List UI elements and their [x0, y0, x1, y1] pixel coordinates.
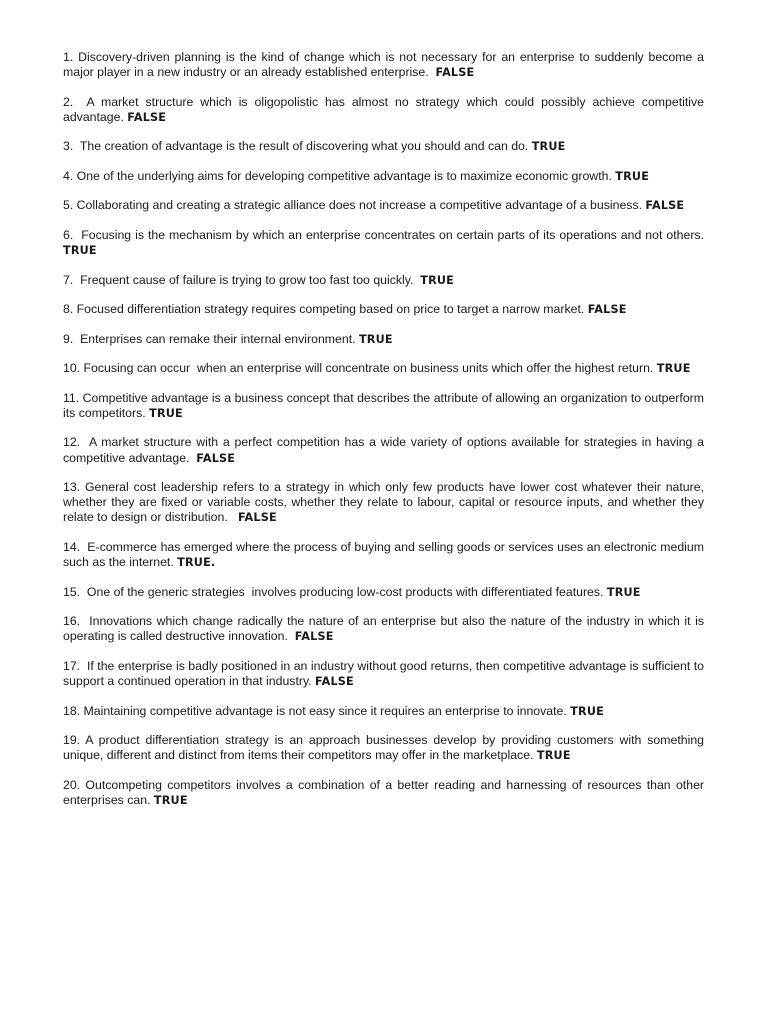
question-item [63, 302, 704, 317]
question-item [63, 227, 708, 258]
question-text: 9. Enterprises can remake their internal environment. [63, 331, 359, 346]
question-text: 7. Frequent cause of failure is trying to grow too fast too quickly. [63, 272, 421, 287]
question-item [63, 139, 704, 154]
question-item [63, 273, 704, 288]
document-body [63, 50, 708, 822]
question-text: 12. A market structure with a perfect competition has a wide variety of options available for strategies in having a competitive advantage. [63, 435, 708, 465]
question-text: 13. General cost leadership refers to a strategy in which only few products have lower cost whatever their nature, whether they are fixed or variable costs, whether they relate to labour, capital or resource inputs, and whether they relate to design or distribution. [63, 480, 708, 525]
question-item [63, 480, 708, 526]
answer-label: FALSE [645, 199, 685, 213]
question-text: 10. Focusing can occur when an enterprise will concentrate on business units which offer the highest return. [63, 361, 657, 376]
question-text: 14. E-commerce has emerged where the process of buying and selling goods or services uses an electronic medium such as the internet. [63, 539, 708, 570]
question-text: 2. A market structure which is oligopolistic has almost no strategy which could possibly achieve competitive advantage. [63, 94, 708, 124]
question-item [63, 733, 708, 763]
question-item [63, 777, 708, 808]
question-item [63, 585, 704, 600]
question-text: 5. Collaborating and creating a strategic alliance does not increase a competitive advantage of a business. [63, 198, 646, 213]
question-item [63, 50, 708, 80]
question-text: 15. One of the generic strategies involves producing low-cost products with differentiated features. [63, 584, 607, 599]
answer-label: TRUE [570, 704, 604, 718]
question-item [63, 704, 704, 719]
question-text: 8. Focused differentiation strategy requires competing based on price to target a narrow market. [63, 302, 588, 317]
answer-label: FALSE [127, 110, 167, 124]
question-text: 16. Innovations which change radically the nature of an enterprise but also the nature of the industry in which it is operating is called destructive innovation. [63, 614, 708, 644]
answer-label: TRUE. [177, 556, 216, 570]
question-item [63, 435, 708, 465]
answer-label: FALSE [435, 66, 475, 80]
answer-label: TRUE [420, 273, 455, 287]
question-text: 3. The creation of advantage is the result of discovering what you should and can do. [63, 139, 532, 154]
question-item [63, 198, 704, 213]
question-item [63, 614, 708, 644]
question-text: 17. If the enterprise is badly positioned in an industry without good returns, then competitive advantage is sufficient to support a continued operation in that industry. [63, 658, 708, 689]
question-item [63, 332, 704, 347]
question-item [63, 390, 708, 421]
answer-label: TRUE [149, 406, 183, 420]
answer-label: TRUE [153, 793, 188, 807]
question-item [63, 361, 704, 376]
question-text: 4. One of the underlying aims for developing competitive advantage is to maximize economic growth. [63, 168, 616, 183]
answer-label: TRUE [536, 749, 571, 763]
question-text: 18. Maintaining competitive advantage is not easy since it requires an enterprise to innovate. [63, 703, 571, 718]
question-text: 6. Focusing is the mechanism by which an enterprise concentrates on certain parts of its operations and not others. [63, 227, 708, 242]
answer-label: TRUE [615, 169, 650, 183]
answer-label: FALSE [238, 511, 277, 525]
question-text: 19. A product differentiation strategy is an approach businesses develop by providing customers with something unique, different and distinct from items their competitors may offer in the marketplace. [63, 733, 708, 763]
answer-label: FALSE [196, 451, 236, 465]
answer-label: TRUE [63, 244, 97, 258]
question-item [63, 658, 708, 689]
answer-label: FALSE [587, 303, 627, 317]
question-text: 20. Outcompeting competitors involves a combination of a better reading and harnessing of resources than other enterprises can. [63, 777, 708, 807]
answer-label: FALSE [315, 675, 354, 689]
answer-label: FALSE [294, 630, 334, 644]
answer-label: TRUE [606, 585, 641, 599]
question-item [63, 539, 708, 570]
question-item [63, 169, 704, 184]
question-text: 11. Competitive advantage is a business concept that describes the attribute of allowing an organization to outperform its competitors. [63, 390, 708, 420]
answer-label: TRUE [531, 140, 566, 154]
question-text: 1. Discovery-driven planning is the kind of change which is not necessary for an enterprise to suddenly become a major player in a new industry or an already established enterprise. [63, 50, 708, 80]
answer-label: TRUE [656, 362, 691, 376]
answer-label: TRUE [358, 332, 393, 346]
question-item [63, 94, 708, 125]
